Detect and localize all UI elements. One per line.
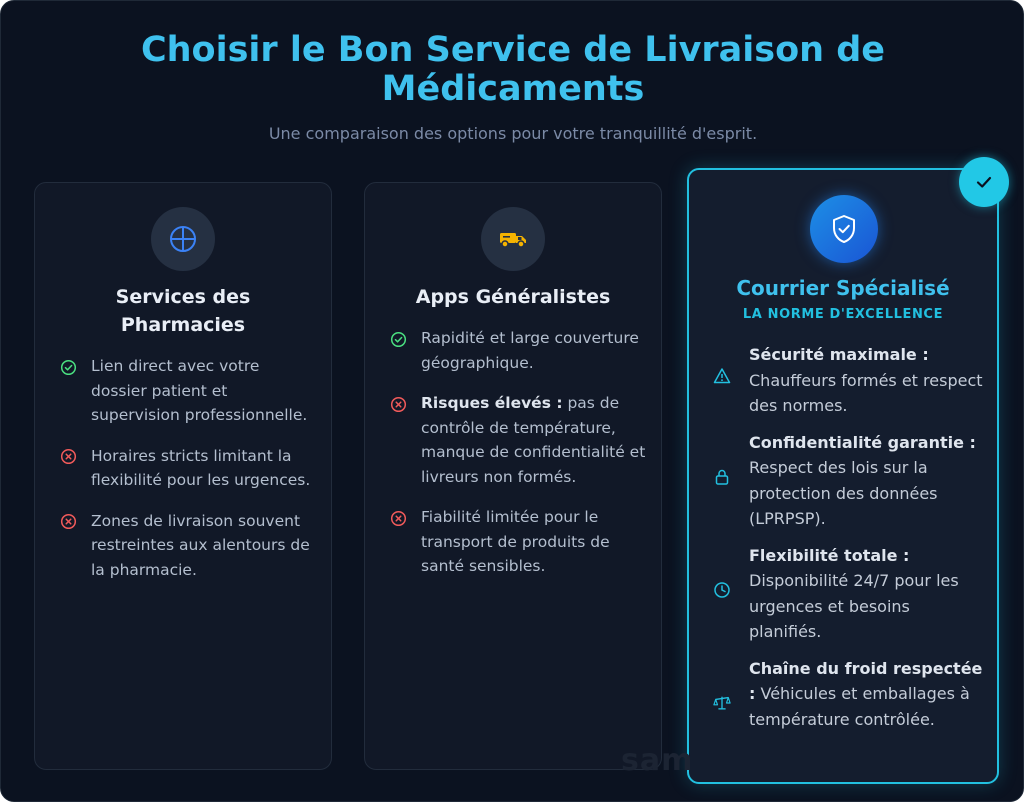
list-item: Rapidité et large couverture géographique. bbox=[389, 326, 649, 375]
x-circle-icon bbox=[59, 448, 77, 466]
list-item: Sécurité maximale : Chauffeurs formés et respect des normes. bbox=[713, 342, 983, 419]
balance-scale-icon bbox=[713, 694, 731, 712]
list-item: Flexibilité totale : Disponibilité 24/7 pour les urgences et besoins planifiés. bbox=[713, 543, 983, 645]
check-circle-icon bbox=[59, 358, 77, 376]
list-item: Risques élevés : pas de contrôle de température, manque de confidentialité et livreurs non formés. bbox=[389, 391, 649, 489]
card-pharmacy-services bbox=[34, 182, 332, 770]
medical-cross-icon bbox=[151, 207, 215, 271]
card-title: Services des Pharmacies bbox=[115, 286, 251, 336]
clock-icon bbox=[713, 581, 731, 599]
list-item: Chaîne du froid respectée : Véhicules et emballages à température contrôlée. bbox=[713, 656, 983, 733]
list-item: Zones de livraison souvent restreintes aux alentours de la pharmacie. bbox=[59, 509, 319, 583]
feature-list bbox=[389, 326, 649, 595]
list-item: Horaires stricts limitant la flexibilité pour les urgences. bbox=[59, 444, 319, 493]
x-circle-icon bbox=[59, 513, 77, 531]
lock-icon bbox=[713, 468, 731, 486]
page-subtitle: Une comparaison des options pour votre tranquillité d'esprit. bbox=[268, 124, 758, 143]
shield-check-icon bbox=[810, 195, 878, 263]
x-circle-icon bbox=[389, 395, 407, 413]
warning-triangle-icon bbox=[713, 367, 731, 385]
card-specialized-courier bbox=[687, 168, 999, 784]
checkmark-icon bbox=[959, 157, 1009, 207]
card-generalist-apps bbox=[364, 182, 662, 770]
list-item: Confidentialité garantie : Respect des lois sur la protection des données (LPRPSP). bbox=[713, 430, 983, 532]
card-title: Apps Généralistes bbox=[415, 286, 611, 308]
feature-list bbox=[713, 342, 983, 743]
check-circle-icon bbox=[389, 330, 407, 348]
list-item: Lien direct avec votre dossier patient et supervision professionnelle. bbox=[59, 354, 319, 428]
card-title: Courrier Spécialisé bbox=[736, 276, 950, 300]
watermark: sam bbox=[621, 743, 694, 778]
feature-list bbox=[59, 354, 319, 598]
delivery-truck-icon bbox=[481, 207, 545, 271]
page-title: Choisir le Bon Service de Livraison de Médicaments bbox=[140, 30, 886, 109]
x-circle-icon bbox=[389, 509, 407, 527]
excellence-tag: LA NORME D'EXCELLENCE bbox=[742, 307, 944, 322]
list-item: Fiabilité limitée pour le transport de produits de santé sensibles. bbox=[389, 505, 649, 579]
